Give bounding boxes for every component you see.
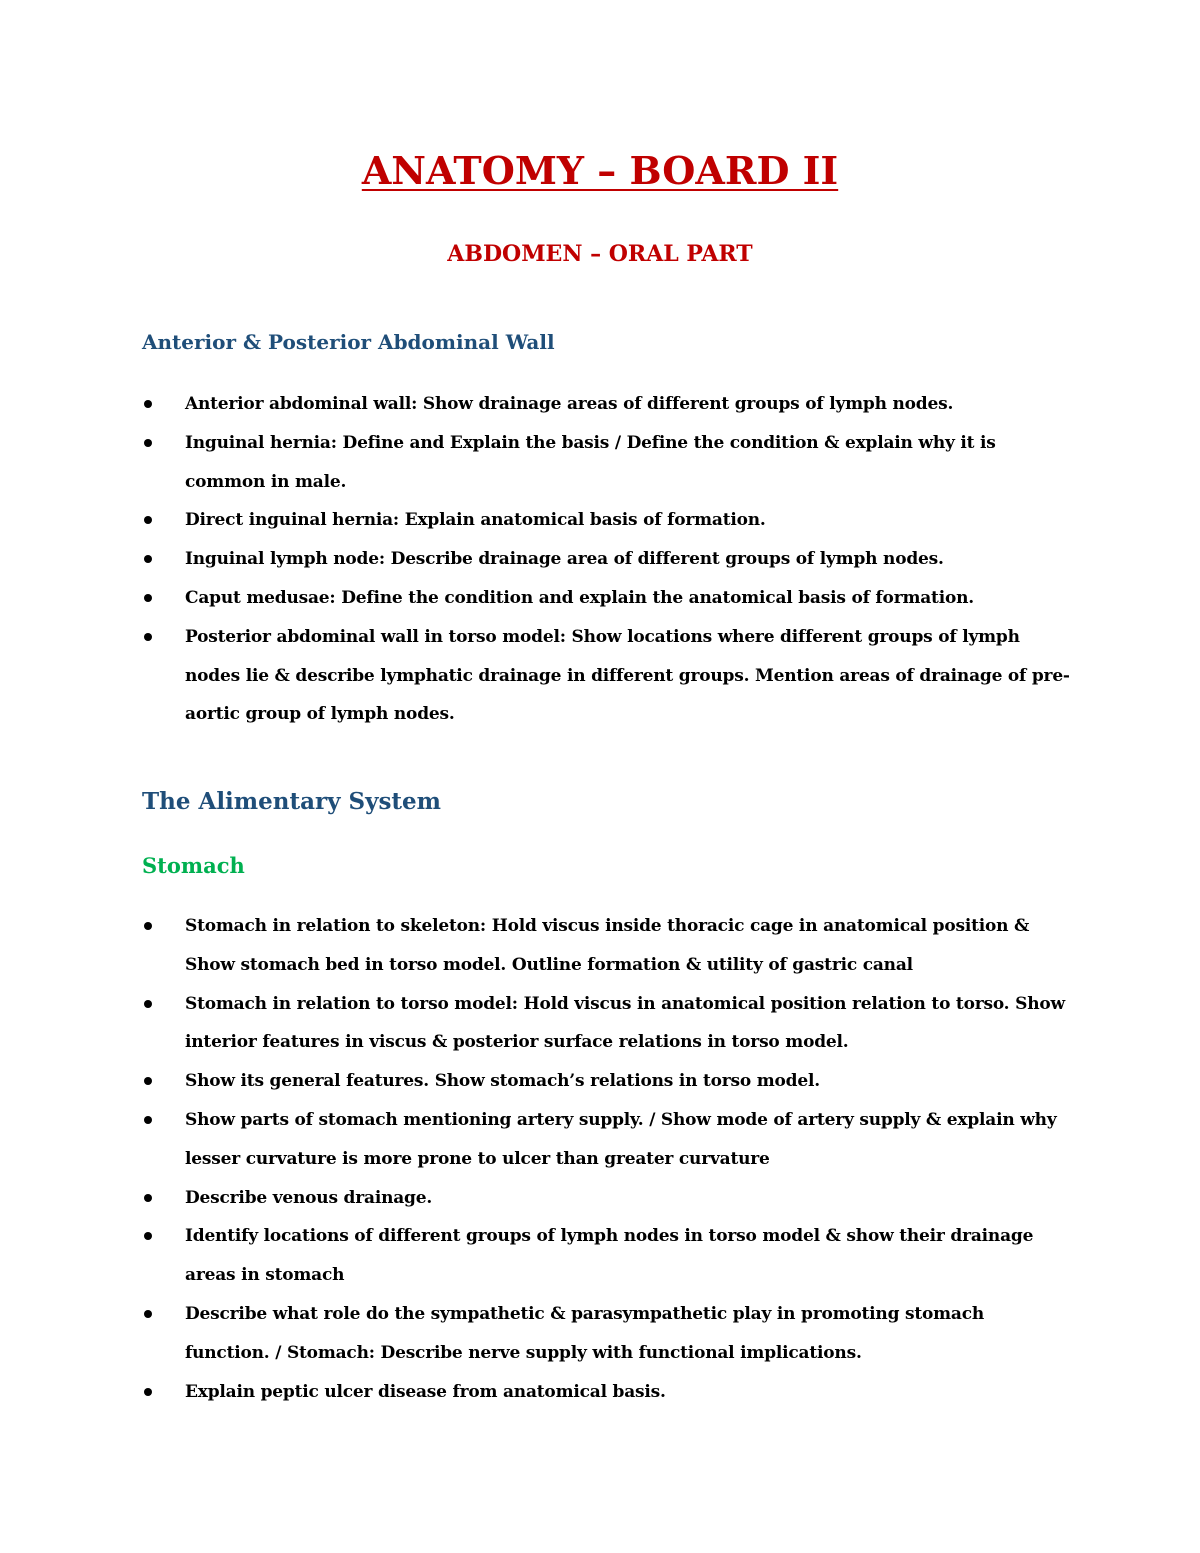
bullet-icon [144, 1232, 152, 1240]
list-item-text: Describe what role do the sympathetic & parasympathetic play in promoting stomach function. / Stomach: Describe nerve supply with functional implications. [185, 1303, 985, 1363]
list-item-text: Caput medusae: Define the condition and explain the anatomical basis of formation. [185, 587, 974, 608]
bullet-icon [144, 1077, 152, 1085]
list-item [142, 618, 1072, 734]
list-item [142, 1217, 1072, 1295]
abdominal-wall-list [142, 385, 1072, 734]
bullet-icon [144, 1116, 152, 1124]
list-item [142, 579, 1072, 618]
list-item-text: Anterior abdominal wall: Show drainage areas of different groups of lymph nodes. [185, 394, 954, 414]
list-item-text: Inguinal lymph node: Describe drainage area of different groups of lymph nodes. [185, 549, 944, 570]
list-item [142, 385, 1072, 424]
bullet-icon [144, 1194, 152, 1202]
bullet-icon [144, 516, 152, 524]
list-item [142, 1373, 1072, 1412]
list-item [142, 540, 1072, 579]
document-subtitle: ABDOMEN – ORAL PART [447, 241, 753, 267]
bullet-icon [144, 633, 152, 641]
list-item-text: Inguinal hernia: Define and Explain the basis / Define the condition & explain why it is common in male. [185, 432, 996, 492]
bullet-icon [144, 555, 152, 563]
list-item-text: Show parts of stomach mentioning artery supply. / Show mode of artery supply & explain why lesser curvature is more prone to ulcer than greater curvature [185, 1109, 1057, 1169]
list-item-text: Identify locations of different groups of lymph nodes in torso model & show their drainage areas in stomach [185, 1226, 1034, 1286]
list-item [142, 501, 1072, 540]
list-item [142, 907, 1072, 985]
bullet-icon [144, 400, 152, 408]
document-title: ANATOMY – BOARD II [361, 148, 839, 193]
list-item [142, 1179, 1072, 1218]
list-item-text: Posterior abdominal wall in torso model: Show locations where different groups of lymph nodes lie & describe lymphatic drainage in different groups. Mention areas of drainage of pre-aortic group of lymph nodes. [185, 626, 1070, 725]
subsection-heading-stomach: Stomach [142, 853, 245, 878]
list-item [142, 985, 1072, 1063]
list-item-text: Show its general features. Show stomach’s relations in torso model. [185, 1071, 820, 1092]
list-item-text: Explain peptic ulcer disease from anatomical basis. [185, 1381, 666, 1402]
bullet-icon [144, 922, 152, 930]
bullet-icon [144, 439, 152, 447]
list-item [142, 1295, 1072, 1373]
list-item-text: Describe venous drainage. [185, 1187, 433, 1208]
list-item [142, 424, 1072, 502]
bullet-icon [144, 1000, 152, 1008]
list-item-text: Direct inguinal hernia: Explain anatomical basis of formation. [185, 510, 766, 531]
bullet-icon [144, 1388, 152, 1396]
bullet-icon [144, 1310, 152, 1318]
list-item-text: Stomach in relation to skeleton: Hold viscus inside thoracic cage in anatomical position & Show stomach bed in torso model. Outline formation & utility of gastric canal [185, 916, 1030, 975]
stomach-list [142, 907, 1072, 1411]
list-item [142, 1101, 1072, 1179]
list-item-text: Stomach in relation to torso model: Hold viscus in anatomical position relation to torso. Show interior features in viscus & posterior surface relations in torso model. [185, 993, 1065, 1053]
bullet-icon [144, 594, 152, 602]
list-item [142, 1062, 1072, 1101]
section-heading-abdominal-wall: Anterior & Posterior Abdominal Wall [142, 330, 555, 354]
section-heading-alimentary-system: The Alimentary System [142, 788, 442, 815]
